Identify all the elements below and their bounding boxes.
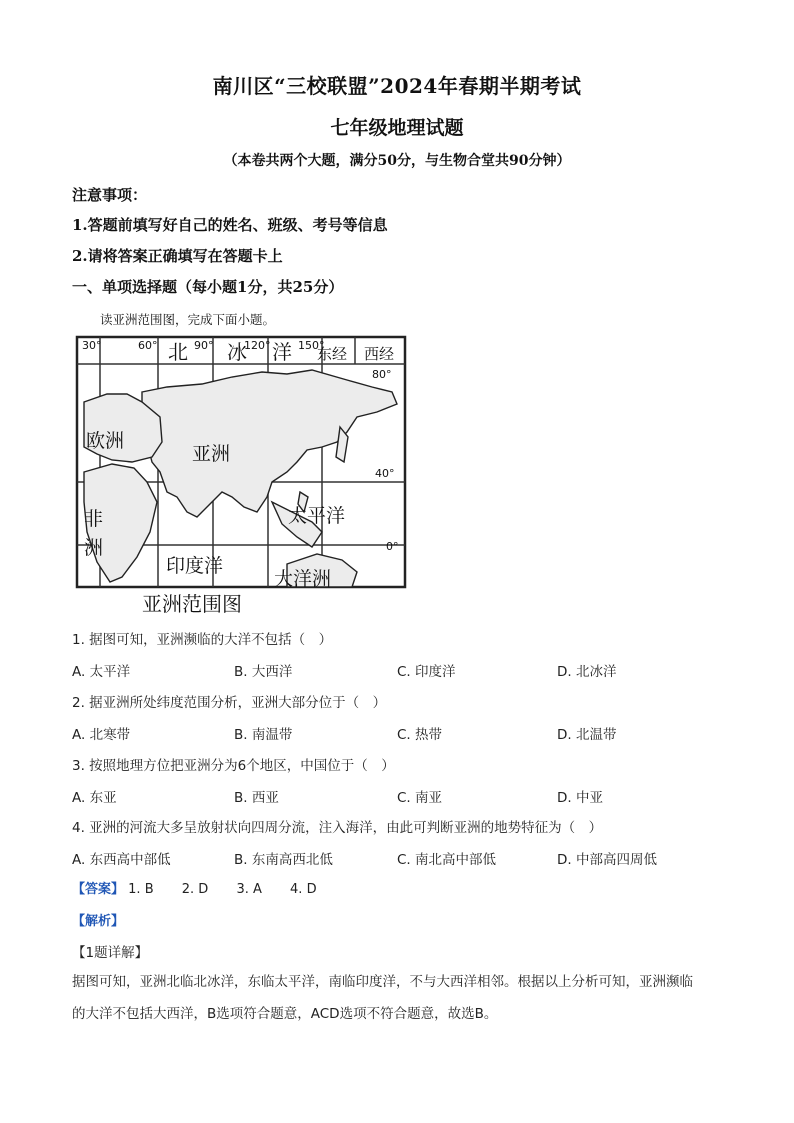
exam-note: （本卷共两个大题，满分50分，与生物合堂共90分钟） xyxy=(223,153,571,169)
answer-tag: 【答案】 xyxy=(72,882,125,897)
question-option[interactable]: A. 东亚 xyxy=(72,790,117,806)
detail-line: 据图可知，亚洲北临北冰洋，东临太平洋，南临印度洋，不与大西洋相邻。根据以上分析可知，亚洲濒临 xyxy=(72,974,693,990)
lat-label: 0° xyxy=(386,540,399,553)
analysis-row xyxy=(72,910,124,929)
question-option[interactable]: C. 南亚 xyxy=(397,790,443,806)
question-option[interactable]: C. 南北高中部低 xyxy=(397,852,497,868)
lon-label: 30° xyxy=(82,339,102,352)
lon-label: 120° xyxy=(244,339,271,352)
ocean-label-char: 冰 xyxy=(227,340,247,364)
answer-row xyxy=(72,878,341,897)
answer-value: 1. B xyxy=(128,882,154,897)
west-longitude-label: 西经 xyxy=(364,345,395,363)
lon-label: 90° xyxy=(194,339,214,352)
question-option[interactable]: A. 东西高中部低 xyxy=(72,852,171,868)
lon-label: 60° xyxy=(138,339,158,352)
question-option[interactable]: D. 中部高四周低 xyxy=(557,852,657,868)
question-option[interactable]: D. 北温带 xyxy=(557,727,617,743)
region-label-indian-ocean: 印度洋 xyxy=(166,555,224,577)
section-heading: 一、单项选择题（每小题1分，共25分） xyxy=(72,278,344,296)
map-top-labels xyxy=(82,339,394,364)
ocean-label-char: 北 xyxy=(168,340,188,364)
answer-value: 3. A xyxy=(236,882,262,897)
notice-item: 2.请将答案正确填写在答题卡上 xyxy=(72,247,283,265)
detail-paragraph xyxy=(72,966,732,1030)
region-label-asia: 亚洲 xyxy=(192,443,231,465)
exam-title: 南川区“三校联盟”2024年春期半期考试 xyxy=(212,74,582,98)
question-option[interactable]: B. 南温带 xyxy=(234,727,293,743)
question-stem: 2. 据亚洲所处纬度范围分析，亚洲大部分位于（ ） xyxy=(72,695,387,711)
map-land xyxy=(84,370,397,587)
question-option[interactable]: C. 印度洋 xyxy=(397,664,456,680)
map-caption: 亚洲范围图 xyxy=(142,592,242,616)
answer-value: 2. D xyxy=(181,882,209,897)
question-option[interactable]: A. 北寒带 xyxy=(72,727,131,743)
region-label-pacific: 太平洋 xyxy=(288,505,346,527)
answer-value: 4. D xyxy=(290,882,317,897)
exam-subtitle: 七年级地理试题 xyxy=(330,117,464,139)
notice-heading: 注意事项： xyxy=(72,186,148,204)
notice-item: 1.答题前填写好自己的姓名、班级、考号等信息 xyxy=(72,216,388,234)
region-label-africa-2: 洲 xyxy=(84,537,104,559)
question-option[interactable]: D. 北冰洋 xyxy=(557,664,617,680)
question-stem: 4. 亚洲的河流大多呈放射状向四周分流，注入海洋，由此可判断亚洲的地势特征为（ ） xyxy=(72,820,603,836)
question-option[interactable]: A. 太平洋 xyxy=(72,664,131,680)
question-option[interactable]: C. 热带 xyxy=(397,727,443,743)
lat-label: 80° xyxy=(372,368,392,381)
region-label-oceania: 大洋洲 xyxy=(274,568,332,590)
question-option[interactable]: B. 西亚 xyxy=(234,790,279,806)
question-stem: 3. 按照地理方位把亚洲分为6个地区，中国位于（ ） xyxy=(72,758,395,774)
lon-label: 150° xyxy=(298,339,325,352)
reading-instruction: 读亚洲范围图，完成下面小题。 xyxy=(100,312,276,327)
question-option[interactable]: B. 东南高西北低 xyxy=(234,852,333,868)
east-longitude-label: 东经 xyxy=(317,345,348,363)
lat-label: 40° xyxy=(375,467,395,480)
question-option[interactable]: B. 大西洋 xyxy=(234,664,293,680)
question-option[interactable]: D. 中亚 xyxy=(557,790,603,806)
ocean-label-char: 洋 xyxy=(272,340,292,364)
question-stem: 1. 据图可知，亚洲濒临的大洋不包括（ ） xyxy=(72,632,333,648)
region-label-europe: 欧洲 xyxy=(86,430,125,452)
region-label-africa-1: 非 xyxy=(84,508,104,530)
detail-heading: 【1题详解】 xyxy=(72,945,149,961)
asia-map xyxy=(72,332,412,616)
detail-line: 的大洋不包括大西洋，B选项符合题意，ACD选项不符合题意，故选B。 xyxy=(72,1006,498,1022)
analysis-tag: 【解析】 xyxy=(72,914,125,929)
